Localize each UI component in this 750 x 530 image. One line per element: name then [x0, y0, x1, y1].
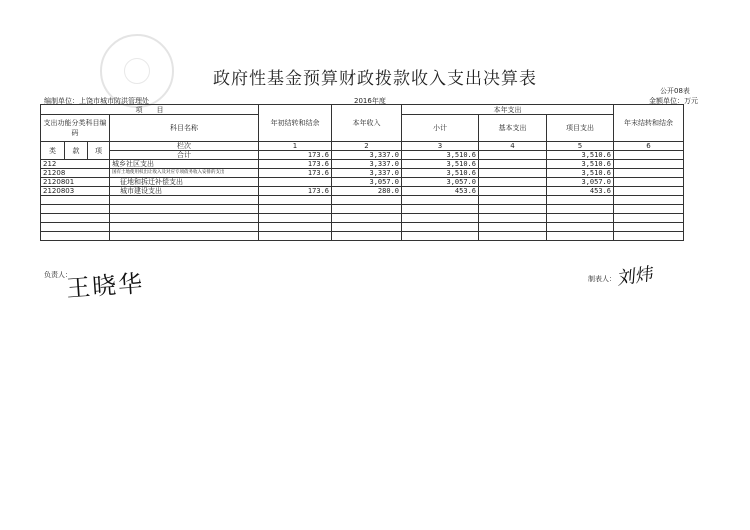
col-num-2: 2: [332, 142, 402, 151]
total-begin: 173.6: [259, 151, 332, 160]
header-basic: 基本支出: [479, 115, 547, 142]
row-project: 3,510.6: [547, 160, 614, 169]
table-row: [41, 160, 684, 169]
compiling-unit: 编制单位：上饶市城市防洪管理处: [44, 97, 149, 105]
total-basic: [479, 151, 547, 160]
responsible-label: 负责人：: [44, 271, 72, 279]
header-project: 项目支出: [547, 115, 614, 142]
empty-row: [41, 223, 684, 232]
form-number: 公开08表: [660, 87, 690, 95]
header-subtotal: 小计: [402, 115, 479, 142]
row-subtotal: 453.6: [402, 187, 479, 196]
row-begin: 173.6: [259, 169, 332, 178]
table-row: [41, 169, 684, 178]
row-code: 212: [41, 160, 110, 169]
table-row: [41, 187, 684, 196]
row-end: [614, 169, 684, 178]
row-basic: [479, 169, 547, 178]
total-subtotal: 3,510.6: [402, 151, 479, 160]
row-basic: [479, 178, 547, 187]
row-begin: 173.6: [259, 160, 332, 169]
header-lei: 类: [41, 142, 65, 160]
row-project: 3,510.6: [547, 169, 614, 178]
row-begin: [259, 178, 332, 187]
row-income: 3,057.0: [332, 178, 402, 187]
row-basic: [479, 160, 547, 169]
col-num-4: 4: [479, 142, 547, 151]
row-name: 城市建设支出: [110, 187, 259, 196]
preparer-signature: 刘炜: [617, 263, 655, 290]
empty-row: [41, 205, 684, 214]
responsible-signature: 王晓华: [65, 269, 146, 303]
total-end: [614, 151, 684, 160]
row-subtotal: 3,510.6: [402, 160, 479, 169]
col-num-5: 5: [547, 142, 614, 151]
row-income: 3,337.0: [332, 160, 402, 169]
money-unit: 金额单位：万元: [649, 97, 698, 105]
header-begin-balance: 年初结转和结余: [259, 105, 332, 142]
header-income: 本年收入: [332, 105, 402, 142]
empty-row: [41, 214, 684, 223]
total-project: 3,510.6: [547, 151, 614, 160]
col-num-6: 6: [614, 142, 684, 151]
header-code: 支出功能分类科目编码: [41, 115, 110, 142]
empty-row: [41, 196, 684, 205]
row-project: 3,057.0: [547, 178, 614, 187]
header-xiang: 项: [88, 142, 110, 160]
header-end-balance: 年末结转和结余: [614, 105, 684, 142]
row-name: 城乡社区支出: [110, 160, 259, 169]
table-row: [41, 178, 684, 187]
fiscal-year: 2016年度: [354, 97, 386, 105]
budget-table: [40, 104, 684, 241]
row-project: 453.6: [547, 187, 614, 196]
row-name: 国有土地使用权出让收入及对应专项债务收入安排的支出: [110, 169, 259, 178]
col-num-3: 3: [402, 142, 479, 151]
header-lanci: 栏次: [110, 142, 259, 151]
header-item: 项 目: [41, 105, 259, 115]
row-begin: 173.6: [259, 187, 332, 196]
page-title: 政府性基金预算财政拨款收入支出决算表: [213, 69, 537, 89]
total-income: 3,337.0: [332, 151, 402, 160]
header-name: 科目名称: [110, 115, 259, 142]
preparer-label: 制表人：: [588, 275, 616, 283]
empty-row: [41, 232, 684, 241]
col-num-1: 1: [259, 142, 332, 151]
row-income: 3,337.0: [332, 169, 402, 178]
header-kuan: 款: [65, 142, 88, 160]
row-code: 2120803: [41, 187, 110, 196]
header-this-year-expenditure: 本年支出: [402, 105, 614, 115]
row-end: [614, 160, 684, 169]
row-name: 征地和拆迁补偿支出: [110, 178, 259, 187]
row-end: [614, 178, 684, 187]
row-code: 21208: [41, 169, 110, 178]
row-income: 280.0: [332, 187, 402, 196]
row-end: [614, 187, 684, 196]
row-basic: [479, 187, 547, 196]
row-subtotal: 3,057.0: [402, 178, 479, 187]
row-code: 2120801: [41, 178, 110, 187]
total-label: 合计: [110, 151, 259, 160]
row-subtotal: 3,510.6: [402, 169, 479, 178]
